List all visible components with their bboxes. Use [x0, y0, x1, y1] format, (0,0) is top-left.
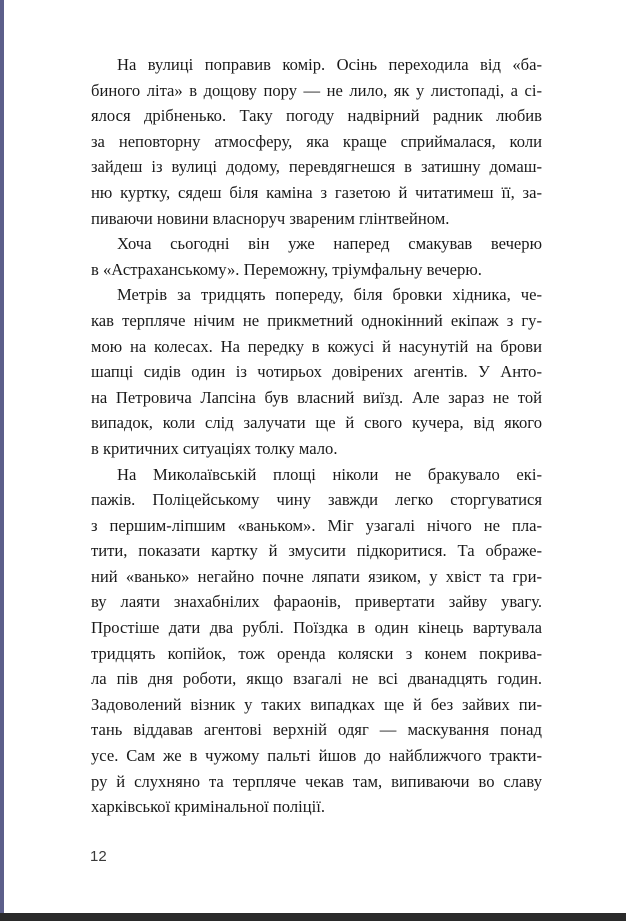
paragraph — [91, 52, 542, 231]
text-line: ню куртку, сядеш біля каміна з газетою й читатимеш її, за- — [91, 182, 542, 202]
text-line: Метрів за тридцять попереду, біля бровки хідника, че- — [117, 285, 542, 305]
text-line: кав терпляче нічим не прикметний однокінний екіпаж з гу- — [91, 310, 542, 330]
text-line: пиваючи новини власноруч звареним глінтвейном. — [91, 208, 450, 228]
text-line: зайдеш із вулиці додому, перевдягнешся в затишну домаш- — [91, 157, 542, 177]
text-line: ний «ванько» негайно почне ляпати язиком, у хвіст та гри- — [91, 566, 542, 586]
text-line: ру й слухняно та терпляче чекав там, випиваючи во славу — [91, 771, 542, 791]
text-line: ву лаяти знахабнілих фараонів, привертати зайву увагу. — [91, 592, 542, 612]
text-line: ялося дрібненько. Таку погоду надвірний радник любив — [91, 106, 542, 126]
text-line: усе. Сам же в чужому пальті йшов до найближчого тракти- — [91, 746, 542, 766]
body-text — [91, 52, 542, 820]
text-line: тити, показати картку й змусити підкоритися. Та ображе- — [91, 541, 542, 561]
paragraph — [91, 462, 542, 820]
text-line: мою на колесах. На передку в кожусі й насунутій на брови — [91, 336, 542, 356]
text-line: харківської кримінальної поліції. — [91, 797, 325, 817]
page-number: 12 — [90, 848, 107, 865]
text-line: на Петровича Лапсіна був власний виїзд. Але зараз не той — [91, 387, 542, 407]
text-line: Простіше дати два рублі. Поїздка в один кінець вартувала — [91, 618, 542, 638]
left-page-edge — [0, 0, 4, 921]
text-line: На вулиці поправив комір. Осінь переходила від «ба- — [117, 55, 542, 74]
bottom-page-edge — [0, 913, 626, 921]
paragraph — [91, 231, 542, 282]
text-line: ла пів дня роботи, якщо взагалі не всі дванадцять годин. — [91, 669, 542, 689]
text-line: шапці сидів один із чотирьох довірених агентів. У Анто- — [91, 362, 542, 382]
text-line: На Миколаївській площі ніколи не бракувало екі- — [117, 464, 542, 484]
text-line: в «Астраханському». Переможну, тріумфальну вечерю. — [91, 259, 482, 279]
text-line: биного літа» в дощову пору — не лило, як у листопаді, а сі- — [91, 80, 542, 100]
text-line: з першим-ліпшим «ваньком». Міг узагалі нічого не пла- — [91, 515, 542, 535]
text-line: тридцять копійок, тож оренда коляски з конем покрива- — [91, 643, 542, 663]
text-line: Хоча сьогодні він уже наперед смакував вечерю — [117, 234, 542, 254]
text-line: Задоволений візник у таких випадках ще й без зайвих пи- — [91, 694, 542, 714]
text-line: за неповторну атмосферу, яка краще сприймалася, коли — [91, 131, 542, 151]
text-line: в критичних ситуаціях толку мало. — [91, 438, 338, 458]
text-line: випадок, коли слід залучати ще й свого кучера, від якого — [91, 413, 542, 433]
text-line: тань віддавав агентові верхній одяг — маскування понад — [91, 720, 542, 740]
paragraph — [91, 282, 542, 461]
text-line: пажів. Поліцейському чину завжди легко сторгуватися — [91, 490, 542, 510]
